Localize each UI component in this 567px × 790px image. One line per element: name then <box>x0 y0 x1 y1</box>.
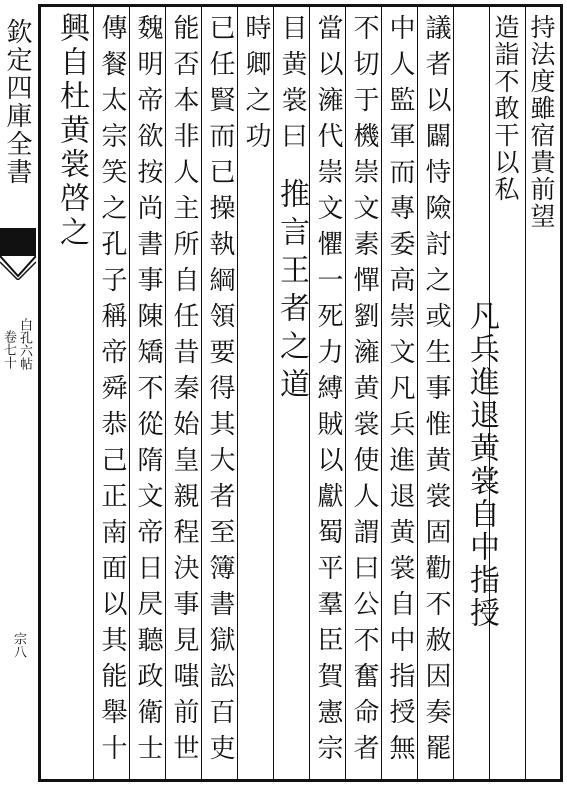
column-rule <box>345 4 346 782</box>
margin-book-title: 白孔六帖 <box>17 318 32 370</box>
text-column: 能否本非人主所自任昔秦始皇親程決事見嗤前世 <box>169 14 199 770</box>
margin-volume: 卷七十 <box>1 330 16 369</box>
frame-left <box>38 4 41 782</box>
text-column: 議者以闢恃險討之或生事惟黄裳固勸不赦因奏罷 <box>421 14 451 770</box>
column-rule <box>201 4 202 782</box>
column-rule <box>237 4 238 782</box>
text-column: 已任賢而已操執綱領要得其大者至簿書獄訟百吏 <box>205 14 235 770</box>
fish-tail-icon <box>0 256 36 280</box>
text-column: 持法度雖宿貴前望 <box>527 14 556 230</box>
column-rule <box>129 4 130 782</box>
column-rule <box>417 4 418 782</box>
column-rule <box>381 4 382 782</box>
text-column: 中人監軍而專委高崇文凡兵進退黄裳自中指授無 <box>385 14 415 770</box>
entry-heading: 推言王者之道 <box>274 178 309 406</box>
text-column: 魏明帝欲按尚書事陳矯不從隋文帝日昃聽政衛士 <box>133 14 163 770</box>
column-rule <box>309 4 310 782</box>
frame-right <box>560 4 563 782</box>
frame-bottom <box>38 779 563 782</box>
column-rule <box>93 4 94 782</box>
column-rule <box>453 4 454 782</box>
entry-heading: 凡兵進退黄裳自中指授 <box>464 300 499 630</box>
margin-title: 欽定四庫全書 <box>2 18 32 186</box>
text-column: 目黄裳曰 <box>277 14 307 158</box>
fish-tail-mark <box>0 228 36 256</box>
text-column: 傳餐太宗笑之孔子稱帝舜恭己正南面以其能舉十 <box>97 14 127 770</box>
text-column: 當以澭代崇文懼一死力縛賊以獻蜀平羣臣賀憲宗 <box>313 14 343 770</box>
column-rule <box>165 4 166 782</box>
text-column: 造詣不敢干以私 <box>491 14 520 203</box>
margin-page-number: 宗八 <box>11 632 26 658</box>
entry-heading: 興自杜黄裳啓之 <box>54 12 89 250</box>
frame-top <box>38 4 563 7</box>
column-rule <box>525 4 526 782</box>
text-column: 時卿之功 <box>241 14 271 158</box>
text-column: 不切于機崇文素憚劉澭黄裳使人謂曰公不奮命者 <box>349 14 379 770</box>
